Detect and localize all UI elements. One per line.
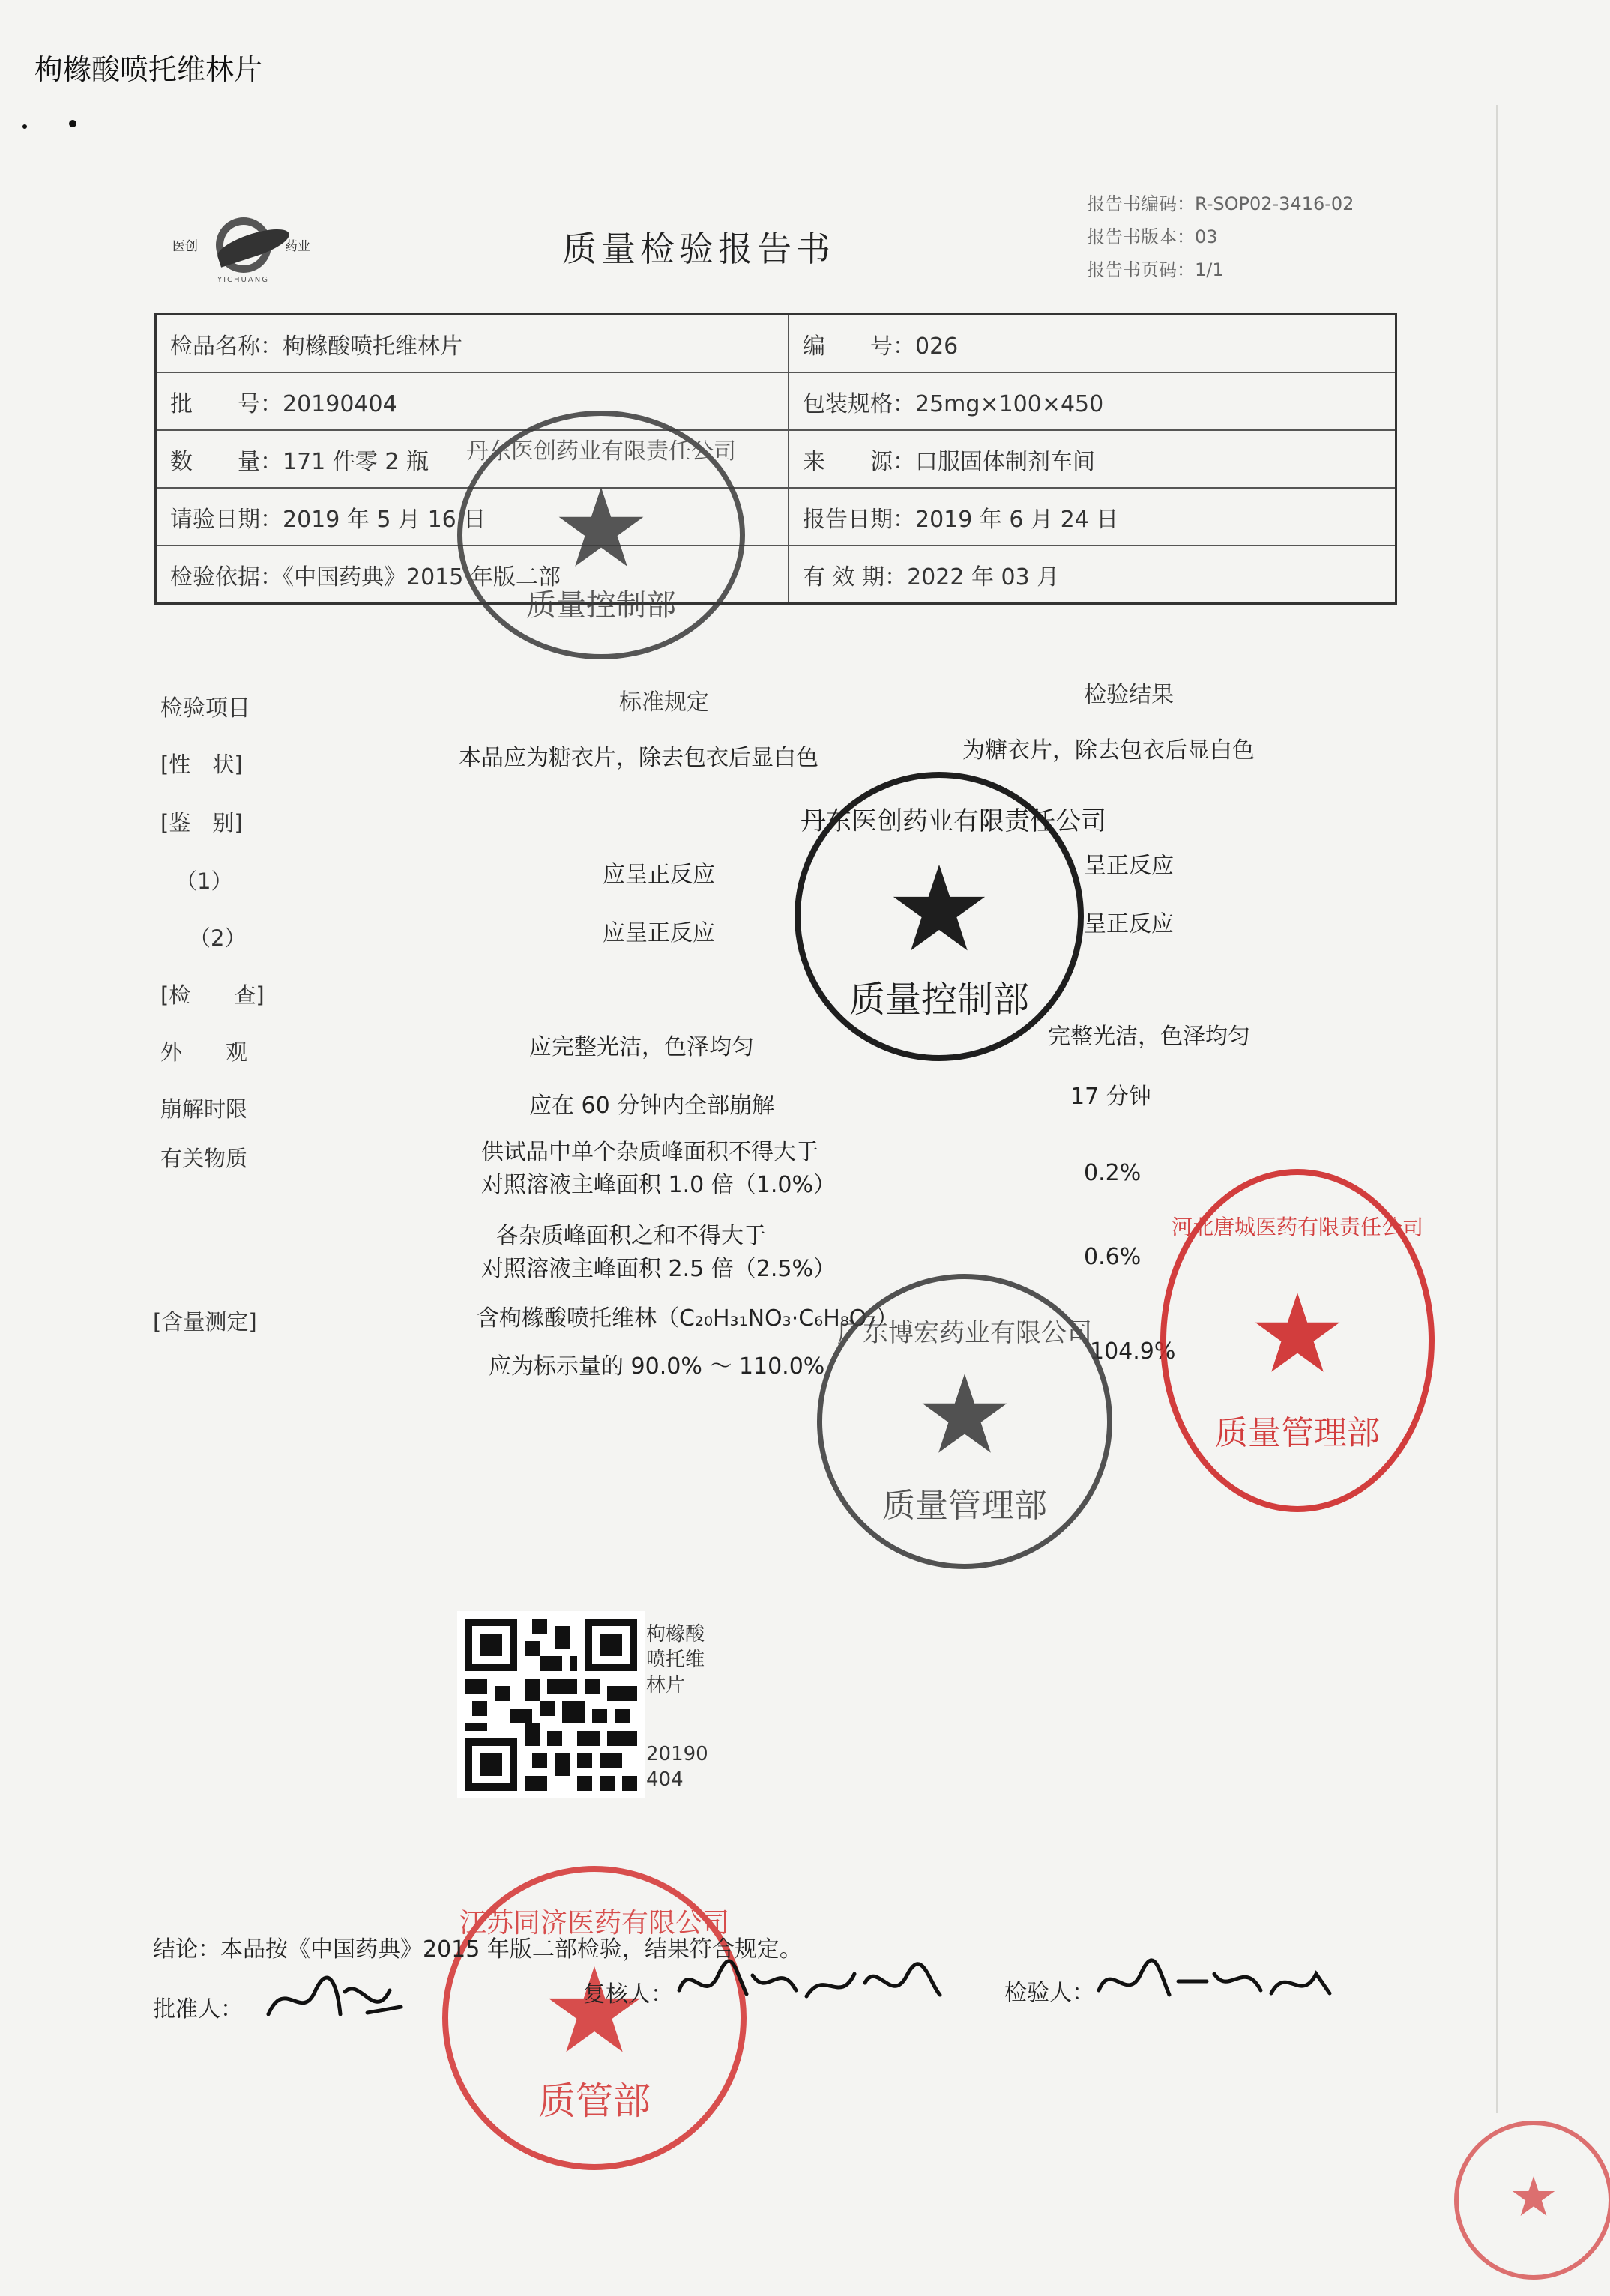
- check-label: [检 查]: [160, 982, 265, 1008]
- conclusion: 结论：本品按《中国药典》2015 年版二部检验，结果符合规定。: [153, 1936, 802, 1963]
- report-date: 报告日期：2019 年 6 月 24 日: [789, 488, 1396, 546]
- quantity: 数 量：171 件零 2 瓶: [156, 430, 789, 488]
- column-item: 检验项目: [160, 695, 250, 722]
- identification-1-result: 呈正反应: [1084, 853, 1174, 879]
- disintegration-result: 17 分钟: [1070, 1084, 1151, 1110]
- quality-management-stamp: 广东博宏药业有限公司 质量管理部: [817, 1274, 1112, 1569]
- report-code: 报告书编码：R-SOP02-3416-02: [1087, 193, 1354, 214]
- related-1-result: 0.2%: [1084, 1160, 1142, 1186]
- reviewer-signature: [675, 1953, 944, 2016]
- table-row: [156, 372, 1396, 430]
- red-quality-management-stamp: 河北唐城医药有限责任公司 质量管理部: [1160, 1169, 1435, 1512]
- company-logo: 医创 药业 YICHUANG: [172, 208, 315, 291]
- approver-label: 批准人：: [153, 1996, 243, 2022]
- product-info-table: [154, 313, 1397, 605]
- qr-product-name: 枸橼酸 喷托维 林片: [646, 1623, 705, 1697]
- identification-2-label: （2）: [189, 925, 247, 951]
- product-name: 检品名称：枸橼酸喷托维林片: [156, 315, 789, 373]
- source: 来 源：口服固体制剂车间: [789, 430, 1396, 488]
- scan-speck: [69, 120, 76, 127]
- disintegration-label: 崩解时限: [160, 1096, 248, 1122]
- column-standard: 标准规定: [619, 689, 709, 716]
- expiry-date: 有 效 期：2022 年 03 月: [789, 546, 1396, 604]
- report-version: 报告书版本：03: [1087, 226, 1218, 247]
- related-2-standard-line1: 各杂质峰面积之和不得大于: [496, 1223, 766, 1249]
- related-2-standard-line2: 对照溶液主峰面积 2.5 倍（2.5%）: [481, 1256, 836, 1282]
- assay-result: 104.9%: [1090, 1338, 1176, 1365]
- test-basis: 检验依据：《中国药典》2015 年版二部: [156, 546, 789, 604]
- table-row: [156, 546, 1396, 604]
- disintegration-standard: 应在 60 分钟内全部崩解: [529, 1093, 775, 1119]
- identification-1-label: （1）: [175, 868, 233, 894]
- report-page: 报告书页码：1/1: [1087, 259, 1224, 280]
- qr-code: [457, 1611, 645, 1798]
- red-corner-stamp: [1454, 2121, 1610, 2280]
- request-date: 请验日期：2019 年 5 月 16 日: [156, 488, 789, 546]
- reviewer-label: 复核人：: [583, 1981, 673, 2008]
- traits-result: 为糖衣片，除去包衣后显白色: [962, 737, 1255, 764]
- identification-1-standard: 应呈正反应: [603, 862, 715, 888]
- quality-control-stamp: 丹东医创药业有限责任公司 质量控制部: [795, 772, 1084, 1061]
- identification-2-result: 呈正反应: [1084, 911, 1174, 937]
- related-1-standard-line2: 对照溶液主峰面积 1.0 倍（1.0%）: [481, 1172, 836, 1198]
- batch-number: 批 号：20190404: [156, 372, 789, 430]
- table-row: [156, 430, 1396, 488]
- traits-standard: 本品应为糖衣片，除去包衣后显白色: [459, 745, 818, 771]
- related-2-result: 0.6%: [1084, 1244, 1142, 1270]
- assay-standard-line2: 应为标示量的 90.0% ～ 110.0%: [489, 1353, 825, 1380]
- appearance-result: 完整光洁，色泽均匀: [1048, 1024, 1250, 1050]
- related-1-standard-line1: 供试品中单个杂质峰面积不得大于: [481, 1139, 818, 1165]
- appearance-standard: 应完整光洁，色泽均匀: [529, 1034, 754, 1060]
- red-quality-department-stamp: 江苏同济医药有限公司 质管部: [442, 1866, 747, 2170]
- assay-standard-line1: 含枸橼酸喷托维林（C₂₀H₃₁NO₃·C₆H₈O₇）: [477, 1305, 899, 1332]
- package-spec: 包装规格：25mg×100×450: [789, 372, 1396, 430]
- qr-batch: 20190 404: [646, 1743, 708, 1791]
- scan-speck: [22, 124, 27, 129]
- scan-edge: [1496, 105, 1498, 2113]
- document-heading: 枸橼酸喷托维林片: [34, 53, 263, 86]
- inspector-signature: [1094, 1951, 1334, 2014]
- identification-label: [鉴 别]: [160, 810, 243, 836]
- table-row: [156, 315, 1396, 373]
- approver-signature: [262, 1969, 405, 2032]
- column-result: 检验结果: [1084, 682, 1174, 708]
- traits-label: [性 状]: [160, 752, 243, 777]
- quality-control-stamp: 丹东医创药业有限责任公司 质量控制部: [457, 411, 745, 659]
- identification-2-standard: 应呈正反应: [603, 920, 715, 946]
- table-row: [156, 488, 1396, 546]
- report-title: 质量检验报告书: [562, 229, 835, 269]
- related-substances-label: 有关物质: [160, 1146, 248, 1171]
- inspector-label: 检验人：: [1004, 1980, 1094, 2006]
- serial-number: 编 号：026: [789, 315, 1396, 373]
- assay-label: [含量测定]: [153, 1309, 257, 1335]
- appearance-label: 外 观: [160, 1039, 248, 1065]
